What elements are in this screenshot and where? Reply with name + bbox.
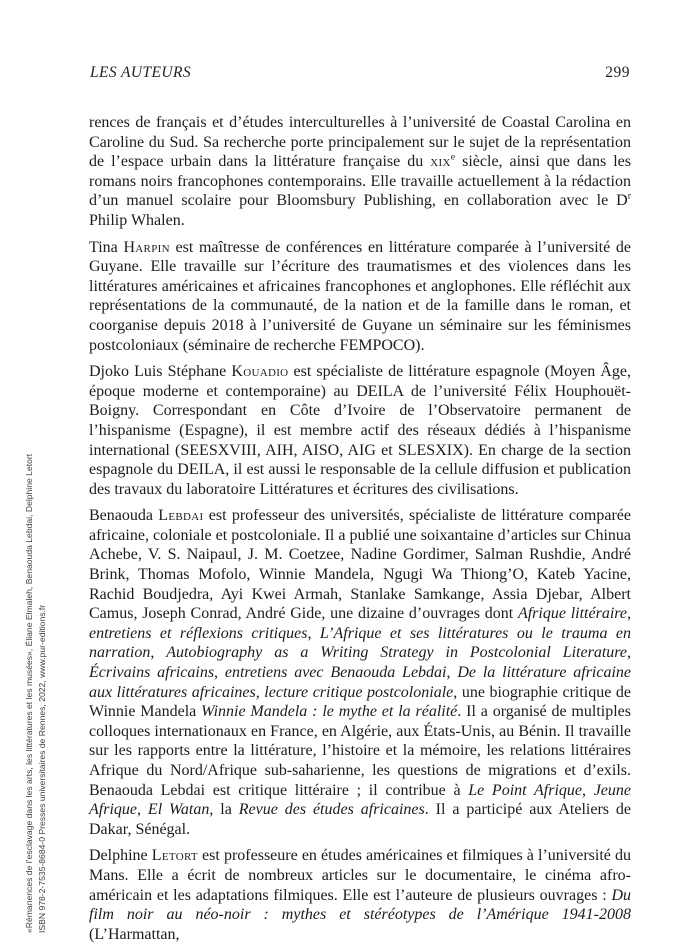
- text-run: Lebdai: [158, 507, 204, 525]
- paragraph: [89, 846, 631, 944]
- text-run: ,: [446, 664, 458, 682]
- text-run: est maîtresse de conférences en littérature comparée à l’université de Guyane. Elle travaille sur l’écriture des traumatismes et des violences dans les littératures américaines et africaines francophones et anglophones. Elle réfléchit aux représentations de la communauté, de la nation et de la famille dans le roman, et coorganise depuis 2018 à l’université de Guyane un séminaire sur les féminismes postcoloniaux (séminaire de recherche FEMPOCO).: [89, 238, 631, 354]
- text-run: Letort: [151, 847, 198, 865]
- text-run: Afrique littéraire, entretiens et réflexions critiques: [89, 605, 631, 642]
- text-run: Harpin: [123, 238, 170, 256]
- text-run: ,: [307, 624, 320, 642]
- page-header: [90, 64, 630, 82]
- text-run: r: [627, 191, 631, 203]
- spine-imprint: [23, 388, 49, 933]
- text-run: siècle, ainsi que dans les romans noirs francophones contemporains. Elle travaille actuellement à la rédaction d’un manuel scolaire pour Bloomsbury Publishing, en collaboration avec le D: [89, 153, 631, 210]
- text-run: Djoko Luis Stéphane: [89, 363, 232, 381]
- text-run: e: [450, 151, 456, 163]
- paragraph: [89, 506, 631, 839]
- paragraph: [89, 238, 631, 356]
- text-run: , une biographie critique de Winnie Mandela: [89, 683, 631, 721]
- text-run: . Il a organisé de multiples colloques internationaux en France, en Algérie, aux États-Unis, au Bénin. Il travaille sur les rapports entre la littérature, l’histoire et la mémoire, les relations littéraires Afrique du Nord/Afrique sub-saharienne, les questions de migrations et d’exils. Benaouda Lebdai est critique littéraire ; il contribue à: [89, 703, 631, 799]
- text-run: Philip Whalen.: [89, 211, 185, 229]
- text-run: Revue des études africaines: [238, 801, 425, 819]
- text-run: Du film noir au néo-noir : mythes et stéréotypes de l’Amérique 1941-2008: [89, 886, 631, 924]
- text-run: ,: [150, 644, 167, 662]
- page-number: 299: [605, 64, 630, 81]
- text-run: Le Point Afrique: [468, 781, 582, 799]
- text-run: Kouadio: [231, 363, 289, 381]
- text-run: Autobiography as a Writing Strategy in Postcolonial Literature: [166, 644, 628, 662]
- text-run: L’Afrique et ses littératures ou le trauma en narration: [89, 624, 632, 662]
- running-title: LES AUTEURS: [90, 64, 191, 81]
- text-run: Écrivains africains, entretiens avec Benaouda Lebdai: [89, 664, 447, 682]
- text-run: (L’Harmattan,: [89, 925, 180, 943]
- text-run: Delphine: [89, 847, 152, 865]
- text-run: Winnie Mandela : le mythe et la réalité: [201, 703, 458, 721]
- text-run: , la: [209, 801, 239, 819]
- body-paragraphs: [89, 113, 631, 951]
- text-run: El Watan: [147, 801, 210, 819]
- text-run: rences de français et d’études interculturelles à l’université de Coastal Carolina en Caroline du Sud. Sa recherche porte principalement sur le sujet de la représentation de l’espace urbain dans la littérature française du: [89, 114, 631, 171]
- text-run: Benaouda: [89, 507, 159, 525]
- text-run: ,: [582, 781, 594, 799]
- text-run: Jeune Afrique: [89, 781, 631, 819]
- text-run: . Il a participé aux Ateliers de Dakar, Sénégal.: [89, 801, 632, 838]
- spine-imprint-isbn-line: ISBN 978-2-7535-8684-0 Presses universitaires de Rennes, 2022, www.pur-editions.fr: [37, 604, 47, 933]
- paragraph: [89, 362, 631, 499]
- text-run: est professeure en études américaines et filmiques à l’université du Mans. Elle a écrit de nombreux articles sur le documentaire, le cinéma afro-américain et les adaptations filmiques. Elle est l’auteure de plusieurs ouvrages :: [89, 847, 632, 904]
- text-run: ,: [627, 644, 632, 662]
- text-run: Tina: [89, 238, 124, 256]
- text-run: est professeur des universités, spécialiste de littérature comparée africaine, coloniale et postcoloniale. Il a publié une soixantaine d’articles sur Chinua Achebe, V. S. Naipaul, J. M. Coetzee, Nadine Gordimer, Salman Rushdie, André Brink, Thomas Mofolo, Winnie Mandela, Ngugi Wa Thiong’O, Kateb Yacine, Rachid Boudjedra, Ayi Kwei Armah, Stanlake Samkange, Assia Djebar, Albert Camus, Joseph Conrad, André Gide, une dizaine d’ouvrages dont: [89, 507, 632, 623]
- text-run: De la littérature africaine aux littératures africaines, lecture critique postcoloniale: [89, 664, 632, 701]
- text-run: ,: [137, 801, 148, 819]
- spine-imprint-title-line: «Rémanences de l’esclavage dans les arts, les littératures et les musées», Éliane Elmaleh, Benaouda Lebdai, Delphine Letort: [24, 453, 34, 933]
- paragraph: [89, 113, 631, 231]
- text-run: xix: [430, 153, 451, 171]
- text-run: est spécialiste de littérature espagnole (Moyen Âge, époque moderne et contemporaine) au DEILA de l’université Félix Houphouët-Boigny. Correspondant en Côte d’Ivoire de l’Observatoire permanent de l’hispanisme (Espagne), il est membre actif des réseaux dédiés à l’hispanisme international (SEESXVIII, AIH, AISO, AIG et SLESXIX). En charge de la section espagnole du DEILA, il est aussi le responsable de la cellule diffusion et publication des travaux du laboratoire Littératures et écritures des civilisations.: [89, 363, 631, 498]
